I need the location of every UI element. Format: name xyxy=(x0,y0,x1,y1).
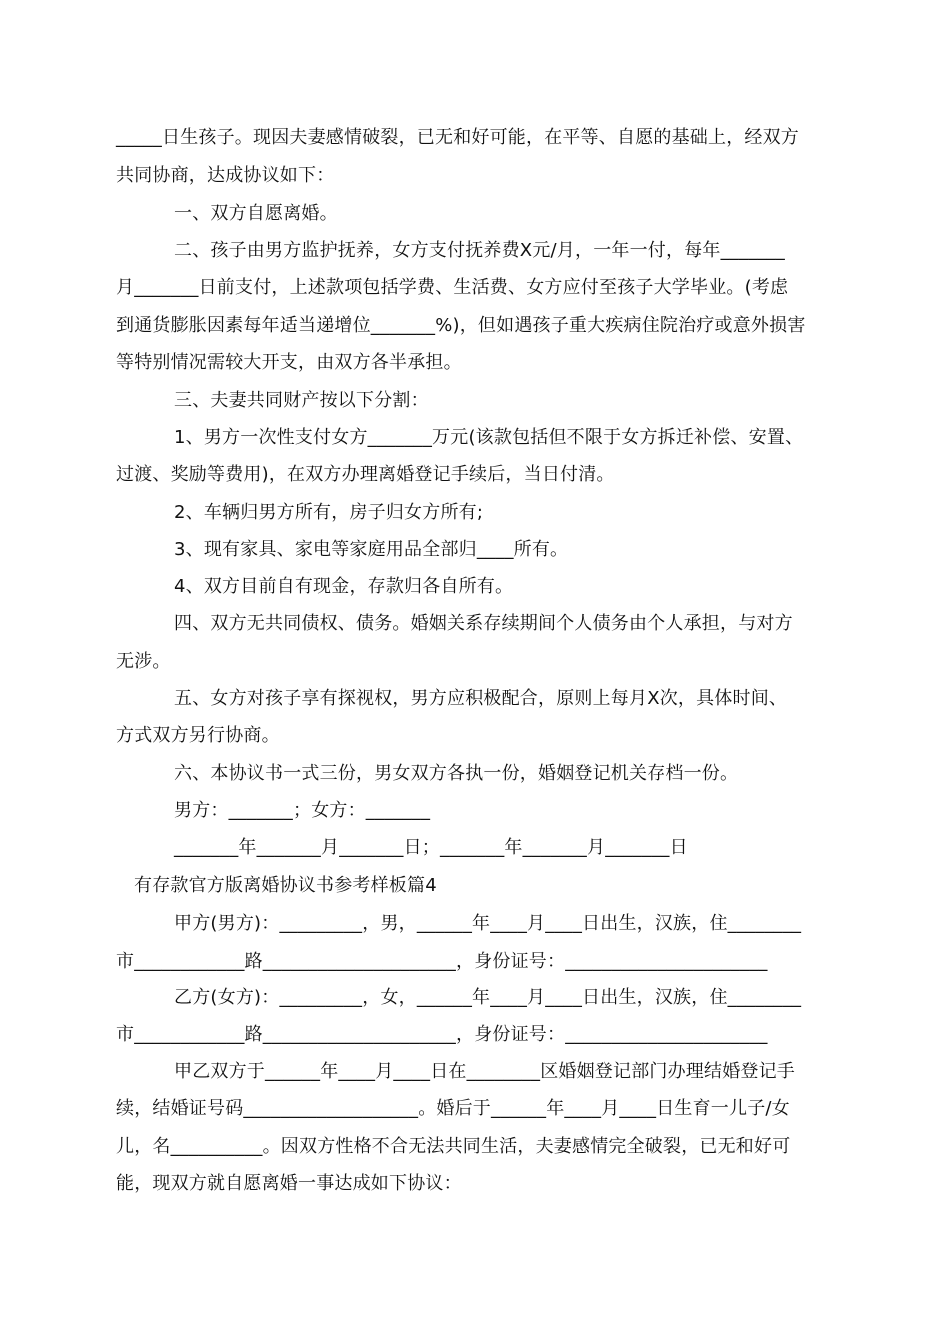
list-item: 1、男方一次性支付女方_______万元(该款包括但不限于女方拆迁补偿、安置、 xyxy=(174,427,804,448)
section-heading: 六、本协议书一式三份，男女双方各执一份，婚姻登记机关存档一份。 xyxy=(174,763,739,784)
text-line: 过渡、奖励等费用)，在双方办理离婚登记手续后，当日付清。 xyxy=(116,464,615,485)
party-a-line: 甲方(男方)：_________，男，______年____月____日出生，汉族，住________ xyxy=(174,913,802,934)
text-line: 等特别情况需较大开支，由双方各半承担。 xyxy=(116,352,462,373)
list-item: 3、现有家具、家电等家庭用品全部归____所有。 xyxy=(174,539,569,560)
text-line: 到通货膨胀因素每年适当递增位_______%)，但如遇孩子重大疾病住院治疗或意外损害 xyxy=(116,315,806,336)
text-line: 无涉。 xyxy=(116,651,171,672)
text-line: 甲乙双方于______年____月____日在________区婚姻登记部门办理结婚登记手 xyxy=(174,1061,795,1082)
section-heading: 一、双方自愿离婚。 xyxy=(174,203,338,224)
text-line: 方式双方另行协商。 xyxy=(116,725,280,746)
text-line: 儿，名__________。因双方性格不合无法共同生活，夫妻感情完全破裂，已无和好可 xyxy=(116,1136,791,1157)
text-line: 二、孩子由男方监护抚养，女方支付抚养费X元/月，一年一付，每年_______ xyxy=(174,240,785,261)
text-line: 市____________路_____________________，身份证号：______________________ xyxy=(116,951,768,972)
text-line: 能，现双方就自愿离婚一事达成如下协议： xyxy=(116,1173,462,1194)
list-item: 4、双方目前自有现金，存款归各自所有。 xyxy=(174,576,514,597)
party-b-line: 乙方(女方)：_________，女，______年____月____日出生，汉族，住________ xyxy=(174,987,802,1008)
text-line: 共同协商，达成协议如下： xyxy=(116,165,335,186)
list-item: 2、车辆归男方所有，房子归女方所有; xyxy=(174,502,484,523)
text-line: 月_______日前支付，上述款项包括学费、生活费、女方应付至孩子大学毕业。(考虑 xyxy=(116,277,789,298)
signature-line: 男方：_______；女方：_______ xyxy=(174,800,431,821)
text-line: 续，结婚证号码___________________。婚后于______年____月____日生育一儿子/女 xyxy=(116,1098,790,1119)
text-line: _____日生孩子。现因夫妻感情破裂，已无和好可能，在平等、自愿的基础上，经双方 xyxy=(116,127,799,148)
document-title: 有存款官方版离婚协议书参考样板篇4 xyxy=(134,875,437,896)
section-heading: 五、女方对孩子享有探视权，男方应积极配合，原则上每月X次，具体时间、 xyxy=(174,688,788,709)
text-line: 市____________路_____________________，身份证号：______________________ xyxy=(116,1024,768,1045)
section-heading: 三、夫妻共同财产按以下分割： xyxy=(174,390,429,411)
section-heading: 四、双方无共同债权、债务。婚姻关系存续期间个人债务由个人承担，与对方 xyxy=(174,613,793,634)
date-line: _______年_______月_______日；_______年_______月_______日 xyxy=(174,837,688,858)
